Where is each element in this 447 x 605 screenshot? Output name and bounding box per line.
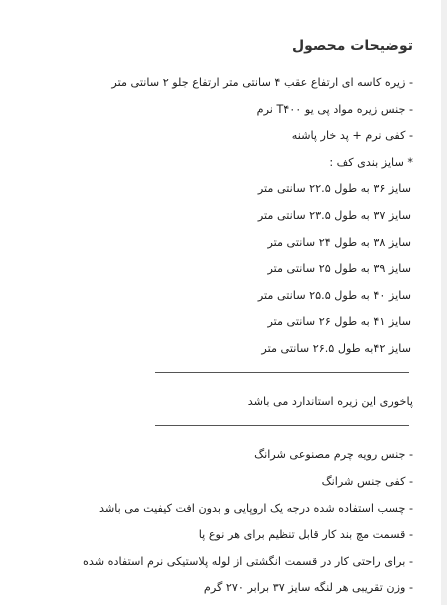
- description-line: - کفی جنس شرانگ: [321, 474, 413, 488]
- description-line: - زیره کاسه ای ارتفاع عقب ۴ سانتی متر ارتفاع جلو ۲ سانتی متر: [111, 76, 413, 89]
- description-line: - چسب استفاده شده درجه یک اروپایی و بدون افت کیفیت می باشد: [98, 501, 413, 515]
- description-line: - وزن تقریبی هر لنگه سایز ۳۷ برابر ۲۷۰ گرم: [203, 581, 413, 595]
- product-description-content: [14, 36, 413, 602]
- scrollbar[interactable]: [441, 0, 447, 605]
- description-line: - جنس زیره مواد پی یو T۴۰۰ نرم: [256, 102, 413, 116]
- size-row: سایز ۳۹ به طول ۲۵ سانتی متر: [267, 262, 411, 276]
- size-row: سایز ۳۷ به طول ۲۳.۵ سانتی متر: [257, 208, 411, 222]
- description-line: - قسمت مچ بند کار قابل تنظیم برای هر نوع پا: [198, 528, 413, 542]
- size-row: سایز ۴۱ به طول ۲۶ سانتی متر: [267, 315, 411, 329]
- description-line: پاخوری این زیره استاندارد می باشد: [247, 395, 413, 409]
- size-row: سایز ۴۰ به طول ۲۵.۵ سانتی متر: [257, 288, 411, 302]
- divider-line: [14, 416, 413, 443]
- description-line: - جنس رویه چرم مصنوعی شرانگ: [254, 448, 413, 462]
- size-chart-heading: * سایز بندی کف :: [329, 155, 413, 169]
- divider-line: [14, 363, 413, 390]
- description-lines: [14, 70, 413, 602]
- size-row: سایز ۳۸ به طول ۲۴ سانتی متر: [267, 235, 411, 249]
- size-row: سایز ۴۲به طول ۲۶.۵ سانتی متر: [261, 341, 411, 355]
- size-row: سایز ۳۶ به طول ۲۲.۵ سانتی متر: [257, 182, 411, 196]
- description-line: - کفی نرم + پد خار پاشنه: [291, 129, 413, 143]
- section-title: توضیحات محصول: [291, 38, 413, 54]
- description-line: - برای راحتی کار در قسمت انگشتی از لوله پلاستیکی نرم استفاده شده: [83, 554, 413, 568]
